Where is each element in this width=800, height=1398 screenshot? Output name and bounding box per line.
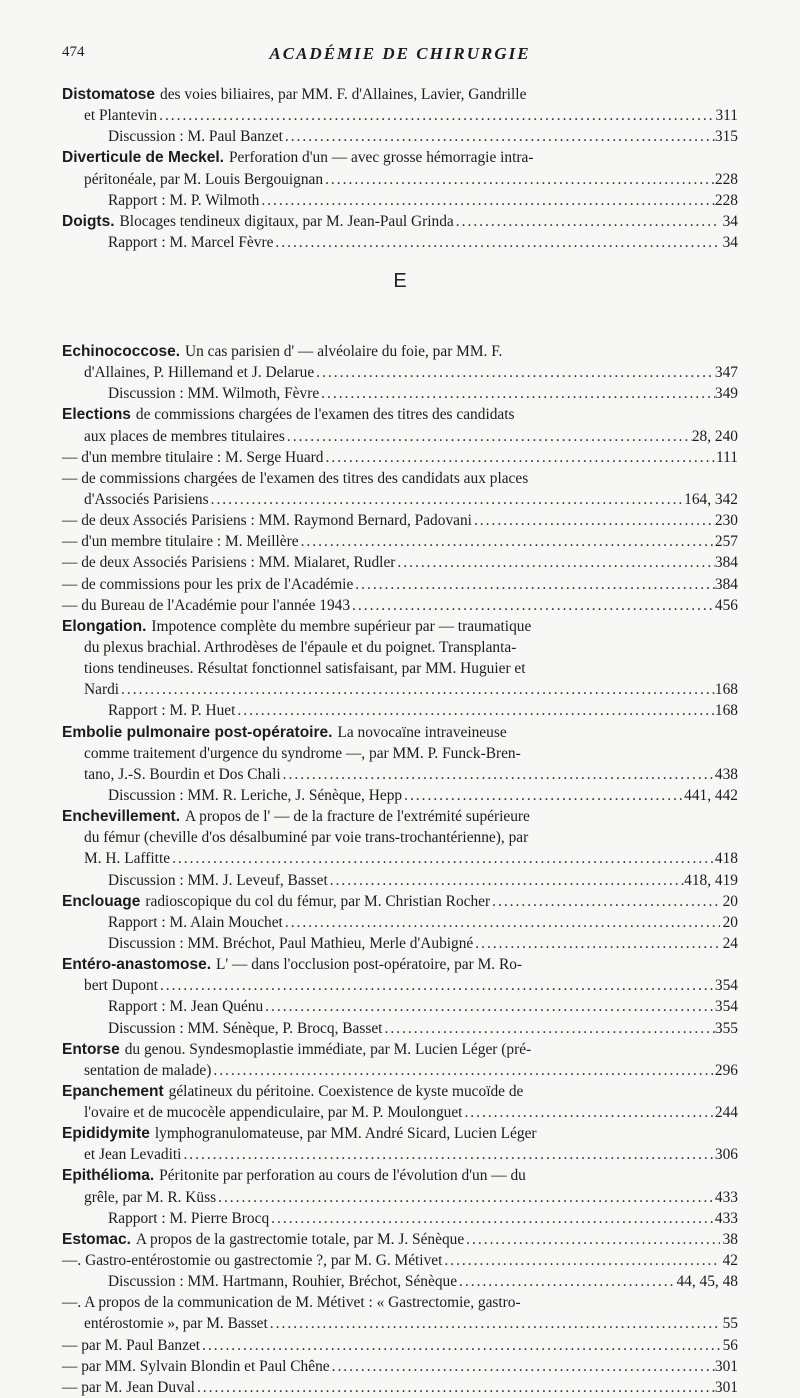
index-line bbox=[62, 211, 738, 232]
index-keyword: Estomac. bbox=[62, 1230, 131, 1248]
page-reference: 384 bbox=[714, 554, 738, 572]
dot-leader bbox=[353, 574, 715, 595]
page-reference: 228 bbox=[714, 170, 738, 188]
index-keyword: Enchevillement. bbox=[62, 808, 181, 826]
index-entry-text: — de deux Associés Parisiens : MM. Raymond Bernard, Padovani bbox=[62, 512, 472, 530]
page-reference: 34 bbox=[722, 233, 738, 251]
index-line bbox=[62, 1271, 738, 1292]
index-line bbox=[62, 531, 738, 552]
index-entry-text: —. Gastro-entérostomie ou gastrectomie ?, par M. G. Métivet bbox=[62, 1252, 443, 1270]
page-reference: 228 bbox=[714, 191, 738, 209]
index-line bbox=[62, 341, 738, 362]
index-line bbox=[62, 489, 738, 510]
index-keyword: Entorse bbox=[62, 1040, 120, 1058]
index-entry-text: et Jean Levaditi bbox=[84, 1146, 182, 1164]
index-entry-text: — par M. Jean Duval bbox=[62, 1378, 195, 1396]
page-reference: 168 bbox=[714, 681, 738, 699]
index-entry-text: gélatineux du péritoine. Coexistence de kyste mucoïde de bbox=[168, 1082, 524, 1100]
page-reference: 42 bbox=[722, 1252, 738, 1270]
dot-leader bbox=[195, 1377, 715, 1398]
index-entry-text: Blocages tendineux digitaux, par M. Jean-Paul Grinda bbox=[119, 212, 454, 230]
index-line bbox=[62, 1250, 738, 1271]
page-reference: 349 bbox=[714, 385, 738, 403]
page-reference: 311 bbox=[715, 107, 738, 125]
dot-leader bbox=[323, 169, 715, 190]
index-line bbox=[62, 232, 738, 253]
index-line bbox=[62, 743, 738, 764]
index-line bbox=[62, 1313, 738, 1334]
index-entry-text: — de commissions pour les prix de l'Académie bbox=[62, 575, 354, 593]
index-entry-text: Discussion : MM. Hartmann, Rouhier, Bréchot, Sénèque bbox=[108, 1273, 458, 1291]
index-entry-text: Discussion : M. Paul Banzet bbox=[108, 128, 283, 146]
index-entry-text: Rapport : M. Jean Quénu bbox=[108, 998, 264, 1016]
index-line bbox=[62, 552, 738, 573]
page-reference: 418, 419 bbox=[684, 871, 738, 889]
page-reference: 24 bbox=[722, 934, 738, 952]
index-entry-text: — de commissions chargées de l'examen des titres des candidats aux places bbox=[62, 469, 529, 487]
index-keyword: Epithélioma. bbox=[62, 1167, 155, 1185]
dot-leader bbox=[263, 996, 715, 1017]
index-entry-text: — d'un membre titulaire : M. Meillère bbox=[62, 533, 299, 551]
dot-leader bbox=[299, 531, 715, 552]
index-entry-text: — du Bureau de l'Académie pour l'année 1943 bbox=[62, 596, 351, 614]
index-line bbox=[62, 595, 738, 616]
index-line bbox=[62, 510, 738, 531]
dot-leader bbox=[328, 870, 684, 891]
dot-leader bbox=[235, 700, 715, 721]
index-entry-text: M. H. Laffitte bbox=[84, 850, 171, 868]
index-line bbox=[62, 1102, 738, 1123]
dot-leader bbox=[269, 1208, 715, 1229]
index-entry-text: des voies biliaires, par MM. F. d'Allaines, Lavier, Gandrille bbox=[160, 86, 527, 103]
dot-leader bbox=[457, 1271, 676, 1292]
dot-leader bbox=[268, 1313, 720, 1334]
index-keyword: Epanchement bbox=[62, 1082, 164, 1100]
dot-leader bbox=[273, 232, 720, 253]
index-entry-text: Perforation d'un — avec grosse hémorragie intra- bbox=[228, 149, 534, 167]
page-reference: 38 bbox=[722, 1230, 738, 1248]
index-entry-text: aux places de membres titulaires bbox=[84, 427, 285, 445]
index-line bbox=[62, 1018, 738, 1039]
dot-leader bbox=[158, 975, 715, 996]
page-reference: 230 bbox=[714, 512, 738, 530]
page-reference: 257 bbox=[714, 533, 738, 551]
index-entry-text: Impotence complète du membre supérieur par — traumatique bbox=[151, 617, 532, 635]
page-reference: 456 bbox=[714, 596, 738, 614]
index-entry-text: Rapport : M. Alain Mouchet bbox=[108, 913, 283, 931]
index-line bbox=[62, 891, 738, 912]
dot-leader bbox=[464, 1229, 720, 1250]
index-section-e bbox=[62, 341, 738, 1398]
page-reference: 354 bbox=[714, 977, 738, 995]
dot-leader bbox=[314, 362, 715, 383]
index-entry-text: Rapport : M. P. Wilmoth bbox=[108, 191, 260, 209]
dot-leader bbox=[283, 912, 720, 933]
index-entry-text: — de deux Associés Parisiens : MM. Mialaret, Rudler bbox=[62, 554, 396, 572]
index-line bbox=[62, 383, 738, 404]
page-reference: 20 bbox=[722, 892, 738, 910]
dot-leader bbox=[281, 764, 715, 785]
dot-leader bbox=[181, 1144, 714, 1165]
index-line bbox=[62, 105, 738, 126]
section-letter: E bbox=[393, 270, 407, 292]
dot-leader bbox=[170, 848, 715, 869]
dot-leader bbox=[283, 126, 715, 147]
index-entry-text: —. A propos de la communication de M. Métivet : « Gastrectomie, gastro- bbox=[62, 1294, 521, 1312]
page-header bbox=[62, 44, 738, 66]
index-entry-text: radioscopique du col du fémur, par M. Christian Rocher bbox=[145, 892, 491, 910]
index-line bbox=[62, 722, 738, 743]
page-reference: 355 bbox=[714, 1019, 738, 1037]
page-reference: 301 bbox=[714, 1357, 738, 1375]
index-entry-text: d'Associés Parisiens bbox=[84, 490, 209, 508]
dot-leader bbox=[490, 891, 720, 912]
index-entry-text: de commissions chargées de l'examen des titres des candidats bbox=[135, 406, 515, 424]
dot-leader bbox=[454, 211, 720, 232]
page-reference: 301 bbox=[714, 1378, 738, 1396]
index-entry-text: tions tendineuses. Résultat fonctionnel satisfaisant, par MM. Huguier et bbox=[84, 660, 526, 678]
running-title: ACADÉMIE DE CHIRURGIE bbox=[269, 44, 531, 63]
index-entry-text: Rapport : M. Pierre Brocq bbox=[108, 1209, 270, 1227]
page-reference: 315 bbox=[714, 128, 738, 146]
index-line bbox=[62, 616, 738, 637]
index-line bbox=[62, 1039, 738, 1060]
index-entry-text: l'ovaire et de mucocèle appendiculaire, par M. P. Moulonguet bbox=[84, 1104, 463, 1122]
index-line bbox=[62, 1060, 738, 1081]
index-entry-text: — par MM. Sylvain Blondin et Paul Chêne bbox=[62, 1357, 330, 1375]
index-line bbox=[62, 700, 738, 721]
index-line bbox=[62, 679, 738, 700]
index-entry-text: du genou. Syndesmoplastie immédiate, par M. Lucien Léger (pré- bbox=[124, 1040, 532, 1058]
dot-leader bbox=[319, 383, 715, 404]
index-keyword: Diverticule de Meckel. bbox=[62, 149, 224, 167]
index-entry-text: du plexus brachial. Arthrodèses de l'épaule et du poignet. Transplanta- bbox=[84, 638, 517, 656]
index-entry-text: Rapport : M. Marcel Fèvre bbox=[108, 233, 274, 251]
index-entry-text: Nardi bbox=[84, 681, 120, 699]
index-entry-text: comme traitement d'urgence du syndrome —, par MM. P. Funck-Bren- bbox=[84, 744, 521, 762]
index-line bbox=[62, 912, 738, 933]
page-reference: 384 bbox=[714, 575, 738, 593]
page-reference: 20 bbox=[722, 913, 738, 931]
index-entry-text: A propos de l' — de la fracture de l'extrémité supérieure bbox=[185, 808, 530, 826]
index-line bbox=[62, 870, 738, 891]
index-line bbox=[62, 658, 738, 679]
index-keyword: Doigts. bbox=[62, 212, 115, 230]
index-entry-text: A propos de la gastrectomie totale, par M. J. Sénèque bbox=[135, 1230, 465, 1248]
index-keyword: Entéro-anastomose. bbox=[62, 956, 212, 974]
index-line bbox=[62, 147, 738, 168]
dot-leader bbox=[200, 1335, 720, 1356]
page-reference: 55 bbox=[722, 1315, 738, 1333]
index-line bbox=[62, 764, 738, 785]
page-reference: 28, 240 bbox=[691, 427, 738, 445]
index-line bbox=[62, 933, 738, 954]
index-keyword: Elections bbox=[62, 406, 131, 424]
index-line bbox=[62, 806, 738, 827]
index-keyword: Embolie pulmonaire post-opératoire. bbox=[62, 723, 333, 741]
page-reference: 418 bbox=[714, 850, 738, 868]
index-entry-text: Discussion : MM. Bréchot, Paul Mathieu, Merle d'Aubigné bbox=[108, 934, 474, 952]
index-line bbox=[62, 1377, 738, 1398]
index-line bbox=[62, 1335, 738, 1356]
index-line bbox=[62, 1144, 738, 1165]
index-entry-text: lymphogranulomateuse, par MM. André Sicard, Lucien Léger bbox=[154, 1125, 537, 1143]
index-line bbox=[62, 954, 738, 975]
dot-leader bbox=[395, 552, 714, 573]
index-line bbox=[62, 447, 738, 468]
dot-leader bbox=[402, 785, 684, 806]
index-line bbox=[62, 1229, 738, 1250]
index-entry-text: d'Allaines, P. Hillemand et J. Delarue bbox=[84, 364, 315, 382]
index-line bbox=[62, 84, 738, 105]
index-entry-text: L' — dans l'occlusion post-opératoire, par M. Ro- bbox=[216, 956, 523, 974]
index-entry-text: La novocaïne intraveineuse bbox=[337, 723, 507, 741]
dot-leader bbox=[382, 1018, 714, 1039]
index-entry-text: du fémur (cheville d'os désalbuminé par voie trans-trochantérienne), par bbox=[84, 829, 529, 847]
dot-leader bbox=[350, 595, 715, 616]
index-entry-text: sentation de malade) bbox=[84, 1061, 212, 1079]
page-reference: 111 bbox=[716, 448, 738, 466]
index-line bbox=[62, 1081, 738, 1102]
index-line bbox=[62, 848, 738, 869]
index-line bbox=[62, 1187, 738, 1208]
index-line bbox=[62, 190, 738, 211]
index-line bbox=[62, 574, 738, 595]
index-line bbox=[62, 404, 738, 425]
index-line bbox=[62, 975, 738, 996]
index-section-d bbox=[62, 84, 738, 253]
index-keyword: Epididymite bbox=[62, 1125, 150, 1143]
dot-leader bbox=[472, 510, 715, 531]
page-reference: 354 bbox=[714, 998, 738, 1016]
page-reference: 34 bbox=[722, 212, 738, 230]
dot-leader bbox=[211, 1060, 715, 1081]
page-reference: 306 bbox=[714, 1146, 738, 1164]
index-entry-text: — d'un membre titulaire : M. Serge Huard bbox=[62, 448, 324, 466]
dot-leader bbox=[473, 933, 720, 954]
index-line bbox=[62, 362, 738, 383]
dot-leader bbox=[209, 489, 685, 510]
index-entry-text: — par M. Paul Banzet bbox=[62, 1336, 201, 1354]
index-line bbox=[62, 426, 738, 447]
index-line bbox=[62, 827, 738, 848]
page-reference: 433 bbox=[714, 1188, 738, 1206]
page-reference: 44, 45, 48 bbox=[676, 1273, 738, 1291]
dot-leader bbox=[157, 105, 715, 126]
page-reference: 347 bbox=[714, 364, 738, 382]
index-line bbox=[62, 468, 738, 489]
index-line bbox=[62, 785, 738, 806]
page-reference: 244 bbox=[714, 1104, 738, 1122]
index-line bbox=[62, 996, 738, 1017]
page-reference: 438 bbox=[714, 765, 738, 783]
index-line bbox=[62, 1123, 738, 1144]
page-reference: 441, 442 bbox=[684, 786, 738, 804]
index-entry-text: péritonéale, par M. Louis Bergouignan bbox=[84, 170, 324, 188]
dot-leader bbox=[442, 1250, 720, 1271]
index-line bbox=[62, 169, 738, 190]
index-entry-text: Péritonite par perforation au cours de l'évolution d'un — du bbox=[159, 1167, 526, 1185]
index-entry-text: tano, J.-S. Bourdin et Dos Chali bbox=[84, 765, 281, 783]
index-entry-text: Discussion : MM. Wilmoth, Fèvre bbox=[108, 385, 320, 403]
index-line bbox=[62, 1292, 738, 1313]
index-keyword: Elongation. bbox=[62, 617, 147, 635]
index-keyword: Echinococcose. bbox=[62, 343, 181, 360]
index-entry-text: et Plantevin bbox=[84, 107, 158, 125]
page-number: 474 bbox=[62, 44, 85, 60]
index-entry-text: Rapport : M. P. Huet bbox=[108, 702, 236, 720]
index-line bbox=[62, 126, 738, 147]
index-entry-text: entérostomie », par M. Basset bbox=[84, 1315, 268, 1333]
dot-leader bbox=[324, 447, 717, 468]
page-reference: 296 bbox=[714, 1061, 738, 1079]
index-entry-text: Un cas parisien d' — alvéolaire du foie, par MM. F. bbox=[185, 343, 503, 360]
page-reference: 164, 342 bbox=[684, 490, 738, 508]
index-entry-text: Discussion : MM. R. Leriche, J. Sénèque, Hepp bbox=[108, 786, 403, 804]
dot-leader bbox=[462, 1102, 714, 1123]
dot-leader bbox=[259, 190, 715, 211]
index-entry-text: bert Dupont bbox=[84, 977, 158, 995]
index-line bbox=[62, 1208, 738, 1229]
page-reference: 433 bbox=[714, 1209, 738, 1227]
index-line bbox=[62, 637, 738, 658]
index-keyword: Distomatose bbox=[62, 86, 156, 103]
index-entry-text: grêle, par M. R. Küss bbox=[84, 1188, 217, 1206]
dot-leader bbox=[119, 679, 715, 700]
index-entry-text: Discussion : MM. Sénèque, P. Brocq, Basset bbox=[108, 1019, 383, 1037]
index-keyword: Enclouage bbox=[62, 892, 141, 910]
dot-leader bbox=[216, 1187, 715, 1208]
dot-leader bbox=[285, 426, 692, 447]
index-entry-text: Discussion : MM. J. Leveuf, Basset bbox=[108, 871, 328, 889]
index-line bbox=[62, 1165, 738, 1186]
page-reference: 56 bbox=[722, 1336, 738, 1354]
page-reference: 168 bbox=[714, 702, 738, 720]
